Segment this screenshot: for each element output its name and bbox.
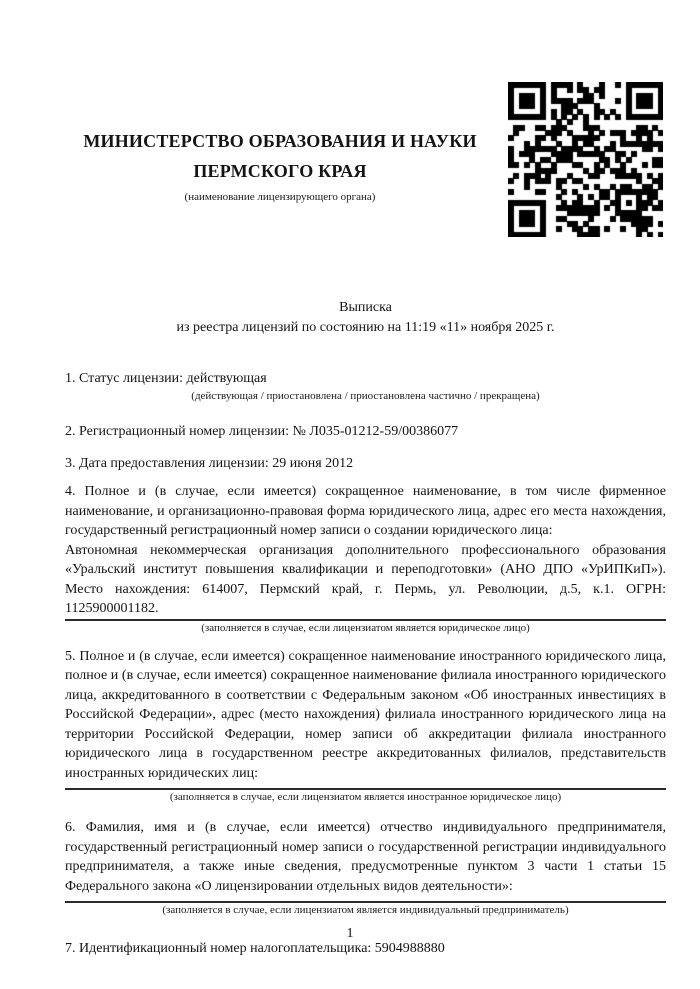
field-license-status: 1. Статус лицензии: действующая [65, 371, 267, 386]
field-taxpayer-number: 7. Идентификационный номер налогоплательщика: 5904988880 [65, 941, 445, 956]
ministry-caption: (наименование лицензирующего органа) [184, 191, 376, 203]
extract-subtitle: из реестра лицензий по состоянию на 11:19 «11» ноября 2025 г. [176, 320, 555, 335]
ministry-name-line1: МИНИСТЕРСТВО ОБРАЗОВАНИЯ И НАУКИ [83, 131, 477, 151]
field-grant-date: 3. Дата предоставления лицензии: 29 июня 2012 [65, 456, 354, 471]
page-number: 1 [346, 926, 354, 941]
legal-entity-value: Автономная некоммерческая организация дополнительного профессионального образования «Уральский институт повышения квалификации и переподготовки» (АНО ДПО «УрИПКиП»). Место нахождения: 614007, Пермский край, г. Пермь, ул. Революции, д.5, к.1. ОГРН: 1125900001182. [65, 542, 666, 616]
field-registration-number: 2. Регистрационный номер лицензии: № Л035-01212-59/00386077 [65, 424, 459, 439]
ministry-name-line2: ПЕРМСКОГО КРАЯ [193, 161, 367, 181]
legal-entity-note: (заполняется в случае, если лицензиатом является юридическое лицо) [201, 621, 530, 634]
document-body [65, 298, 666, 959]
foreign-entity-label: 5. Полное и (в случае, если имеется) сокращенное наименование иностранного юридического лица, полное и (в случае, если имеется) сокращенное наименование филиала иностранного юридического лица, аккредитованного в соответствии с Федеральным законом «Об иностранных инвестициях в Российской Федерации», адрес (место нахождения) филиала иностранного юридического лица на территории Российской Федерации, номер записи об аккредитации филиала иностранного юридического лица в государственном реестре аккредитованных филиалов, представительств иностранных юридических лиц: [65, 648, 666, 781]
entrepreneur-label: 6. Фамилия, имя и (в случае, если имеется) отчество индивидуального предпринимателя, государственный регистрационный номер записи о государственной регистрации индивидуального предпринимателя, а также иные сведения, предусмотренные пунктом 3 части 1 статьи 15 Федерального закона «О лицензировании отдельных видов деятельности»: [65, 820, 666, 894]
extract-title: Выписка [339, 300, 392, 315]
entrepreneur-note: (заполняется в случае, если лицензиатом является индивидуальный предприниматель) [162, 904, 569, 916]
foreign-entity-note: (заполняется в случае, если лицензиатом является иностранное юридическое лицо) [169, 791, 562, 803]
qr-code-icon [508, 82, 663, 237]
license-status-note: (действующая / приостановлена / приостановлена частично / прекращена) [191, 390, 540, 402]
legal-entity-label: 4. Полное и (в случае, если имеется) сокращенное наименование, в том числе фирменное наименование, и организационно-правовая форма юридического лица, адрес его места нахождения, государственный регистрационный номер записи о создании юридического лица: [65, 484, 666, 538]
licensing-authority-header [65, 126, 495, 204]
